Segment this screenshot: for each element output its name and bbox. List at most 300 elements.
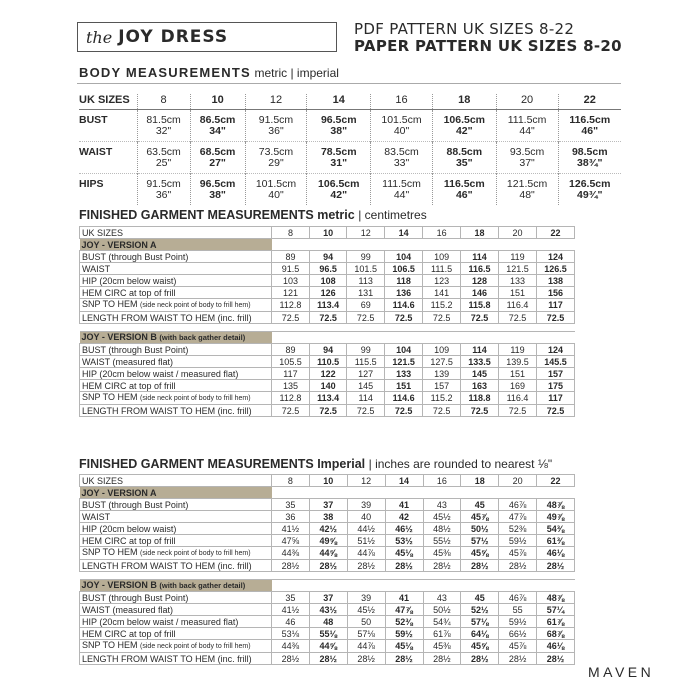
measurement-cell [190,174,245,206]
version-note: (with back gather detail) [159,333,246,342]
size-header: 16 [423,227,461,239]
value-cell: 72.5 [347,312,385,324]
imperial-value: 38¾" [577,157,603,169]
table-row [80,356,575,368]
size-header: 14 [385,475,423,487]
version-header-row [80,239,575,251]
value-cell: 48⅞ [537,592,575,604]
value-cell: 50½ [423,604,461,616]
row-label-text: WAIST [82,511,111,522]
value-cell: 45 [461,499,499,511]
value-cell: 140 [309,380,346,392]
row-label-text: SNP TO HEM [82,547,138,557]
size-header: 14 [307,94,371,110]
value-cell: 59½ [499,535,537,547]
version-header-row [80,580,575,592]
value-cell: 28½ [537,560,575,572]
table-row [80,653,575,665]
metric-value: 91.5cm [258,114,294,126]
value-cell: 128 [461,275,499,287]
imperial-value: 33" [393,157,410,169]
value-cell: 121 [272,287,310,299]
table-row [80,535,575,547]
value-cell: 117 [272,368,310,380]
row-label-text: HIP (20cm below waist / measured flat) [82,368,239,379]
value-cell: 53⅛ [272,628,310,640]
value-cell: 126.5 [536,263,574,275]
measurement-cell [190,110,245,142]
row-label: BUST [79,114,108,126]
value-cell: 72.5 [309,405,346,417]
table-row [80,392,575,405]
value-cell: 69 [347,299,385,312]
value-cell: 54¾ [423,616,461,628]
value-cell: 43 [423,499,461,511]
row-label-text: LENGTH FROM WAIST TO HEM (inc. frill) [82,560,252,571]
size-header: 14 [385,227,423,239]
imperial-value: 38" [209,189,226,201]
imperial-value: 42" [455,125,473,137]
row-label-text: BUST (through Bust Point) [82,344,189,355]
version-name: JOY - VERSION A [81,239,157,250]
row-label-text: HEM CIRC at top of frill [82,287,176,298]
value-cell: 61⅞ [423,628,461,640]
imperial-value: 40" [268,189,284,201]
value-cell: 44⅝ [309,640,347,653]
table-row [80,523,575,535]
value-cell: 105.5 [272,356,310,368]
size-header: 8 [137,94,190,110]
row-label-text: WAIST (measured flat) [82,356,174,367]
value-cell: 127.5 [423,356,461,368]
measurement-cell [432,110,496,142]
size-header: 18 [461,227,499,239]
value-cell: 114.6 [385,392,423,405]
size-header: 22 [536,227,574,239]
value-cell: 57⅛ [461,616,499,628]
row-label-text: HIP (20cm below waist) [82,523,177,534]
value-cell: 124 [536,251,574,263]
value-cell: 115.8 [461,299,499,312]
value-cell: 59½ [499,616,537,628]
value-cell: 72.5 [499,312,537,324]
size-header: 16 [423,475,461,487]
value-cell: 124 [536,344,574,356]
header-label: UK SIZES [80,227,272,239]
value-cell: 131 [347,287,385,299]
row-label-text: SNP TO HEM [82,299,138,309]
row-label: WAIST [79,142,137,174]
value-cell: 28½ [461,560,499,572]
value-cell: 53½ [385,535,423,547]
imperial-value: 36" [155,189,172,201]
value-cell: 57¼ [537,604,575,616]
value-cell: 114 [461,251,499,263]
value-cell: 114 [461,344,499,356]
measurement-cell [307,110,371,142]
table-row [80,604,575,616]
row-label [80,640,272,653]
value-cell: 104 [385,344,423,356]
row-label-note: (side neck point of body to frill hem) [140,302,251,309]
table-row [80,592,575,604]
value-cell: 89 [272,344,310,356]
value-cell: 47⅝ [272,535,310,547]
value-cell: 35 [272,592,310,604]
table-row [80,287,575,299]
value-cell: 96.5 [309,263,346,275]
value-cell: 50 [347,616,385,628]
row-label-text: LENGTH FROM WAIST TO HEM (inc. frill) [82,653,252,664]
metric-value: 116.5cm [569,114,611,126]
imperial-value: 25" [155,157,172,169]
value-cell: 41½ [272,604,310,616]
value-cell: 115.5 [347,356,385,368]
row-label [80,547,272,560]
row-label [80,299,272,312]
table-row [80,640,575,653]
value-cell: 46⅛ [537,640,575,653]
table-row [80,405,575,417]
table-row [80,628,575,640]
row-label [80,628,272,640]
metric-value: 78.5cm [320,146,357,158]
finished-metric-subtitle: | centimetres [358,208,427,222]
value-cell: 72.5 [536,405,574,417]
value-cell: 36 [272,511,310,523]
row-label-text: HEM CIRC at top of frill [82,380,176,391]
metric-value: 106.5cm [443,114,486,126]
value-cell: 136 [385,287,423,299]
value-cell: 72.5 [499,405,537,417]
imperial-value: 44" [393,189,410,201]
table-header-row [80,475,575,487]
row-label-text: WAIST [82,263,111,274]
value-cell: 37 [309,592,347,604]
imperial-value: 37" [519,157,535,169]
metric-value: 68.5cm [199,146,236,158]
value-cell: 138 [536,275,574,287]
measurement-cell [432,174,496,206]
row-label-text: WAIST (measured flat) [82,604,174,615]
value-cell: 141 [423,287,461,299]
value-cell: 45⅝ [461,640,499,653]
metric-value: 63.5cm [146,146,181,158]
imperial-value: 31" [330,157,348,169]
paper-pattern-sizes: PAPER PATTERN UK SIZES 8-20 [354,37,622,55]
value-cell: 133 [499,275,537,287]
value-cell: 44⅜ [272,640,310,653]
row-label [80,405,272,417]
value-cell: 28½ [309,653,347,665]
value-cell: 110.5 [309,356,346,368]
value-cell: 28½ [385,560,423,572]
value-cell: 119 [499,344,537,356]
finished-imperial-subtitle: | inches are rounded to nearest ⅛" [368,457,553,471]
value-cell: 28½ [385,653,423,665]
value-cell: 157 [536,368,574,380]
size-header: 20 [499,227,537,239]
value-cell: 72.5 [385,405,423,417]
version-name: JOY - VERSION B [81,580,157,590]
value-cell: 72.5 [423,405,461,417]
value-cell: 116.4 [499,299,537,312]
row-label-text: SNP TO HEM [82,392,138,402]
pdf-pattern-sizes: PDF PATTERN UK SIZES 8-22 [354,20,575,38]
value-cell: 39 [347,499,385,511]
value-cell: 46⅞ [499,592,537,604]
pattern-title: JOY DRESS [118,27,229,47]
value-cell: 103 [272,275,310,287]
value-cell: 66½ [499,628,537,640]
row-label [80,344,272,356]
value-cell: 64⅛ [461,628,499,640]
value-cell: 106.5 [385,263,423,275]
row-label [80,560,272,572]
row-label-note: (side neck point of body to frill hem) [140,643,251,650]
value-cell: 61⅜ [537,535,575,547]
value-cell: 48 [309,616,347,628]
size-header: 18 [461,475,499,487]
value-cell: 101.5 [347,263,385,275]
value-cell: 44⅞ [347,547,385,560]
value-cell: 72.5 [272,405,310,417]
table-row [79,110,621,142]
imperial-value: 44" [519,125,535,137]
divider [77,83,621,84]
measurement-cell [371,142,433,174]
value-cell: 45⅝ [461,547,499,560]
value-cell: 35 [272,499,310,511]
value-cell: 123 [423,275,461,287]
table-row [80,368,575,380]
value-cell: 72.5 [461,405,499,417]
value-cell: 157 [423,380,461,392]
table-row [80,251,575,263]
row-label [80,653,272,665]
value-cell: 122 [309,368,346,380]
value-cell: 59½ [385,628,423,640]
value-cell: 57½ [461,535,499,547]
metric-value: 126.5cm [569,178,611,190]
finished-metric-table [79,226,575,417]
row-label-text: LENGTH FROM WAIST TO HEM (inc. frill) [82,405,252,416]
value-cell: 126 [309,287,346,299]
value-cell: 113 [347,275,385,287]
value-cell: 139.5 [499,356,537,368]
value-cell: 115.2 [423,299,461,312]
body-measurements-subtitle: metric | imperial [254,66,339,80]
row-label-text: BUST (through Bust Point) [82,251,189,262]
brand-logo: MAVEN [588,664,655,680]
measurement-cell [496,142,558,174]
value-cell: 118 [385,275,423,287]
value-cell: 121.5 [385,356,423,368]
value-cell: 41½ [272,523,310,535]
value-cell: 68⅞ [537,628,575,640]
value-cell: 50½ [461,523,499,535]
size-header: 22 [537,475,575,487]
value-cell: 55⅛ [309,628,347,640]
value-cell: 117 [536,299,574,312]
value-cell: 28½ [537,653,575,665]
finished-metric-title [79,208,427,222]
value-cell: 46⅛ [537,547,575,560]
value-cell: 38 [309,511,347,523]
version-label [80,580,272,592]
table-row [80,263,575,275]
value-cell: 28½ [423,560,461,572]
value-cell: 99 [347,251,385,263]
value-cell: 119 [499,251,537,263]
value-cell: 72.5 [385,312,423,324]
measurement-cell [137,110,190,142]
size-header: 10 [309,475,347,487]
value-cell: 116.5 [461,263,499,275]
value-cell: 40 [347,511,385,523]
metric-value: 111.5cm [507,114,547,126]
imperial-value: 32" [155,125,172,137]
value-cell: 46 [272,616,310,628]
measurement-cell [496,110,558,142]
row-label: HIPS [79,174,137,206]
value-cell: 45⅞ [461,511,499,523]
table-row [80,380,575,392]
measurement-cell [496,174,558,206]
measurement-cell [558,174,621,206]
imperial-value: 35" [455,157,473,169]
value-cell: 91.5 [272,263,310,275]
row-label [80,263,272,275]
metric-value: 96.5cm [320,114,357,126]
value-cell: 45⅜ [423,640,461,653]
imperial-value: 38" [330,125,348,137]
row-label [80,511,272,523]
value-cell: 111.5 [423,263,461,275]
row-label [80,368,272,380]
value-cell: 55 [499,604,537,616]
size-header: 12 [347,475,385,487]
value-cell: 146 [461,287,499,299]
value-cell: 151 [499,368,537,380]
value-cell: 175 [536,380,574,392]
value-cell: 94 [309,251,346,263]
imperial-value: 42" [330,189,348,201]
value-cell: 44⅝ [309,547,347,560]
size-header: 10 [309,227,346,239]
row-label-note: (side neck point of body to frill hem) [140,550,251,557]
row-label-text: BUST (through Bust Point) [82,499,189,510]
value-cell: 45⅞ [499,547,537,560]
value-cell: 52⅜ [499,523,537,535]
value-cell: 72.5 [536,312,574,324]
value-cell: 89 [272,251,310,263]
pattern-title-box [77,22,337,52]
size-header: 12 [245,94,307,110]
value-cell: 52⅜ [385,616,423,628]
imperial-value: 40" [393,125,410,137]
value-cell: 113.4 [309,392,346,405]
metric-value: 93.5cm [509,146,545,158]
value-cell: 114.6 [385,299,423,312]
value-cell: 42 [385,511,423,523]
row-label [80,604,272,616]
measurement-cell [558,110,621,142]
value-cell: 37 [309,499,347,511]
version-name: JOY - VERSION B [81,332,157,342]
value-cell: 45⅛ [385,640,423,653]
header-label: UK SIZES [80,475,272,487]
measurement-cell [245,110,307,142]
value-cell: 113.4 [309,299,346,312]
table-row [79,142,621,174]
size-header: 16 [371,94,433,110]
metric-value: 111.5cm [382,178,421,190]
imperial-value: 36" [268,125,284,137]
row-label-text: SNP TO HEM [82,640,138,650]
value-cell: 104 [385,251,423,263]
table-row [80,299,575,312]
row-label [80,523,272,535]
value-cell: 112.8 [272,299,310,312]
value-cell: 45⅞ [499,640,537,653]
value-cell: 115.2 [423,392,461,405]
value-cell: 112.8 [272,392,310,405]
value-cell: 163 [461,380,499,392]
value-cell: 28½ [347,653,385,665]
value-cell: 108 [309,275,346,287]
metric-value: 83.5cm [384,146,419,158]
value-cell: 109 [423,251,461,263]
value-cell: 42½ [309,523,347,535]
value-cell: 117 [536,392,574,405]
measurement-cell [307,142,371,174]
row-label [80,616,272,628]
value-cell: 41 [385,592,423,604]
version-label [80,332,272,344]
value-cell: 43 [423,592,461,604]
value-cell: 121.5 [499,263,537,275]
value-cell: 145 [461,368,499,380]
metric-value: 86.5cm [199,114,236,126]
value-cell: 48⅞ [537,499,575,511]
measurement-cell [245,142,307,174]
measurement-cell [137,174,190,206]
value-cell: 44⅜ [272,547,310,560]
value-cell: 28½ [309,560,347,572]
finished-metric-heading: FINISHED GARMENT MEASUREMENTS metric [79,208,355,222]
value-cell: 151 [499,287,537,299]
value-cell: 28½ [272,560,310,572]
metric-value: 88.5cm [446,146,483,158]
spacer-row [80,572,575,580]
size-header: 20 [499,475,537,487]
row-label [80,275,272,287]
version-note: (with back gather detail) [159,581,246,590]
value-cell: 55½ [423,535,461,547]
measurement-cell [558,142,621,174]
version-label [80,487,272,499]
row-label-text: HIP (20cm below waist) [82,275,177,286]
table-row [79,174,621,206]
measurement-cell [245,174,307,206]
value-cell: 28½ [461,653,499,665]
value-cell: 28½ [499,560,537,572]
body-measurements-table [79,94,621,205]
value-cell: 52½ [461,604,499,616]
row-label [80,356,272,368]
value-cell: 72.5 [461,312,499,324]
